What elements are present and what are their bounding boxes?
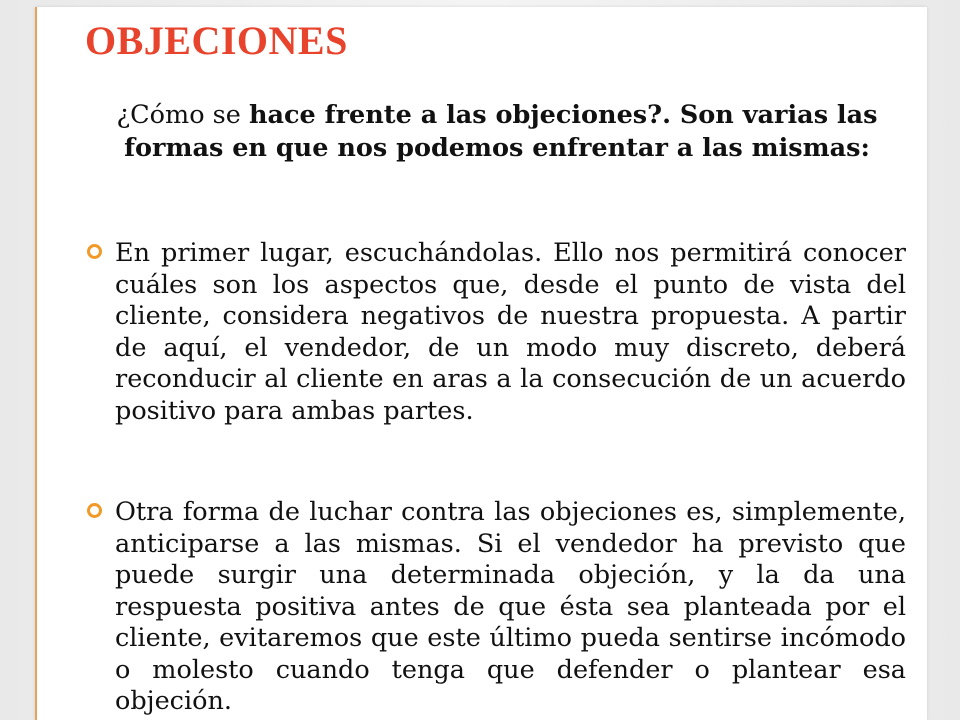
bullet-item: En primer lugar, escuchándolas. Ello nos permitirá conocer cuáles son los aspectos que, desde el punto de vista del cliente, considera negativos de nuestra propuesta. A partir de aquí, el vendedor, de un modo muy discreto, deberá reconducir al cliente en aras a la consecución de un acuerdo positivo para ambas partes. xyxy=(115,238,906,426)
bullet-item: Otra forma de luchar contra las objeciones es, simplemente, anticiparse a las mismas. Si el vendedor ha previsto que puede surgir una determinada objeción, y la da una respuesta positiva antes de que ésta sea planteada por el cliente, evitaremos que este último pueda sentirse incómodo o molesto cuando tenga que defender o plantear esa objeción. xyxy=(115,497,906,716)
intro-bold-text: hace frente a las objeciones?. Son varias las formas en que nos podemos enfrentar a las mismas: xyxy=(124,100,878,163)
slide-title: OBJECIONES xyxy=(85,18,348,63)
circle-bullet-icon xyxy=(87,503,102,518)
intro-lead-text: ¿Cómo se xyxy=(116,100,249,130)
slide-accent-line xyxy=(35,7,37,720)
intro-paragraph xyxy=(97,99,897,165)
slide xyxy=(35,7,927,720)
circle-bullet-icon xyxy=(87,244,102,259)
